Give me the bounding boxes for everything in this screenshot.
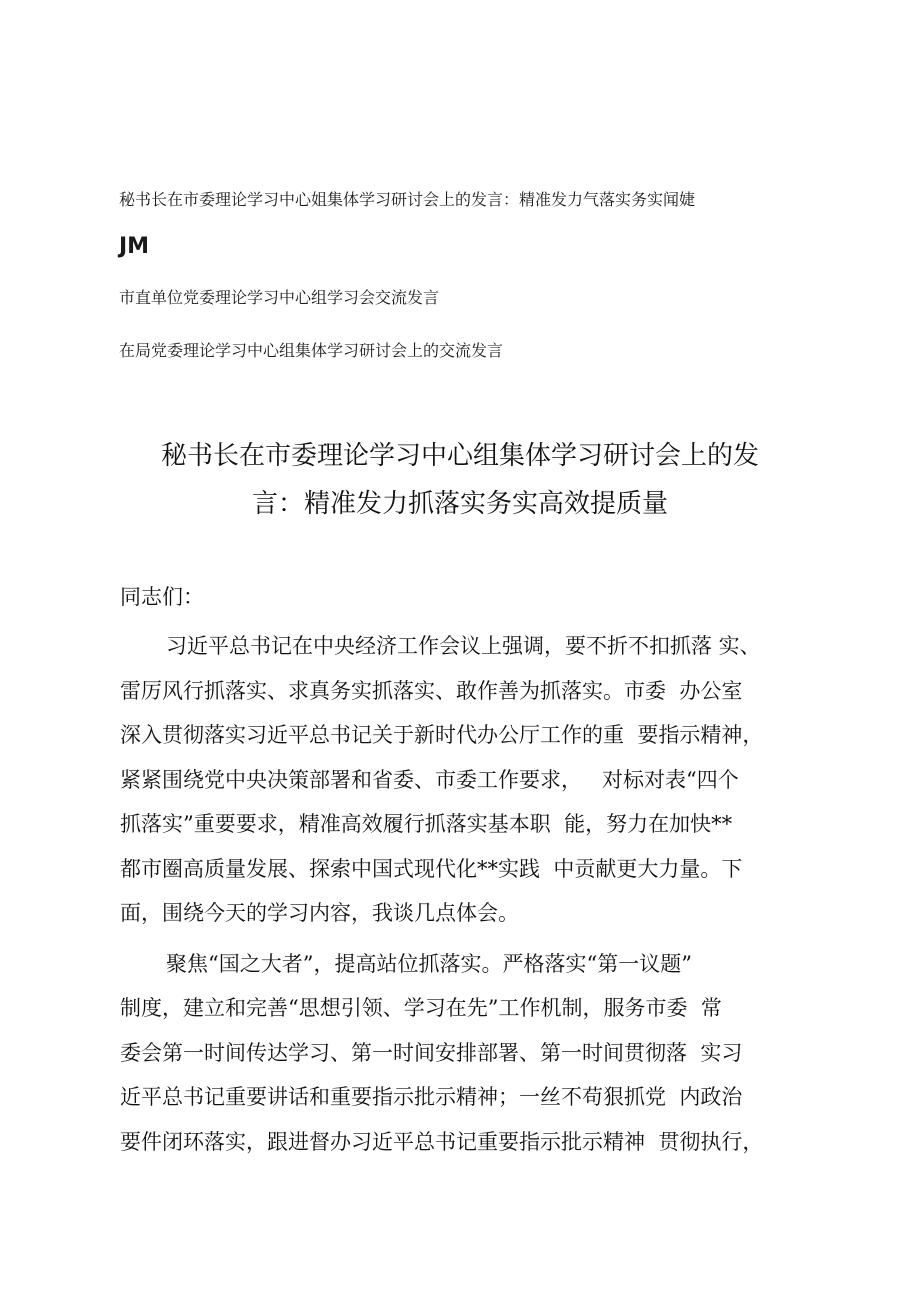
paragraph-line: 深入贯彻落实习近平总书记关于新时代办公厅工作的重 要指示精神， bbox=[120, 723, 764, 747]
paragraph-line: 制度，建立和完善“思想引领、学习在先”工作机制，服务市委 常 bbox=[120, 996, 722, 1020]
document-body bbox=[120, 574, 825, 1164]
paragraph-line: 面，围绕今天的学习内容，我谈几点体会。 bbox=[120, 901, 519, 925]
paragraph-line: 习近平总书记在中央经济工作会议上强调，要不折不扣抓落 实、 bbox=[166, 634, 761, 658]
paragraph-line: 近平总书记重要讲话和重要指示批示精神；一丝不苟狠抓党 内政治 bbox=[120, 1085, 743, 1109]
paragraph-line: 紧紧围绕党中央决策部署和省委、市委工作要求， 对标对表“四个 bbox=[120, 767, 739, 792]
toc-entry-1-continuation[interactable]: JM bbox=[119, 234, 150, 259]
paragraph-line: 都市圈高质量发展、探索中国式现代化**实践 中贡献更大力量。下 bbox=[120, 856, 743, 881]
paragraph-1 bbox=[120, 624, 825, 936]
paragraph-line: 聚焦“国之大者”，提高站位抓落实。严格落实“第一议题” bbox=[166, 951, 692, 976]
title-line-1: 秘书长在市委理论学习中心组集体学习研讨会上的发 bbox=[160, 441, 759, 471]
toc-entry-2[interactable]: 市直单位党委理论学习中心组学习会交流发言 bbox=[119, 288, 440, 307]
toc-entry-1[interactable]: 秘书长在市委理论学习中心姐集体学习研讨会上的发言：精准发力气落实务实闻婕 bbox=[119, 190, 696, 209]
paragraph-2 bbox=[120, 942, 825, 1165]
toc-entry-3[interactable]: 在局党委理论学习中心组集体学习研讨会上的交流发言 bbox=[119, 341, 504, 360]
paragraph-line: 抓落实”重要要求，精准高效履行抓落实基本职 能，努力在加快** bbox=[120, 812, 733, 836]
salutation: 同志们： bbox=[120, 585, 204, 609]
title-line-2: 言：精准发力抓落实务实高效提质量 bbox=[251, 489, 668, 519]
paragraph-line: 委会第一时间传达学习、第一时间安排部署、第一时间贯彻落 实习 bbox=[120, 1040, 743, 1065]
document-title bbox=[120, 432, 800, 528]
table-of-contents bbox=[119, 186, 819, 365]
paragraph-line: 雷厉风行抓落实、求真务实抓落实、敢作善为抓落实。市委 办公室 bbox=[120, 678, 743, 703]
paragraph-line: 要件闭环落实，跟进督办习近平总书记重要指示批示精神 贯彻执行， bbox=[120, 1129, 764, 1154]
